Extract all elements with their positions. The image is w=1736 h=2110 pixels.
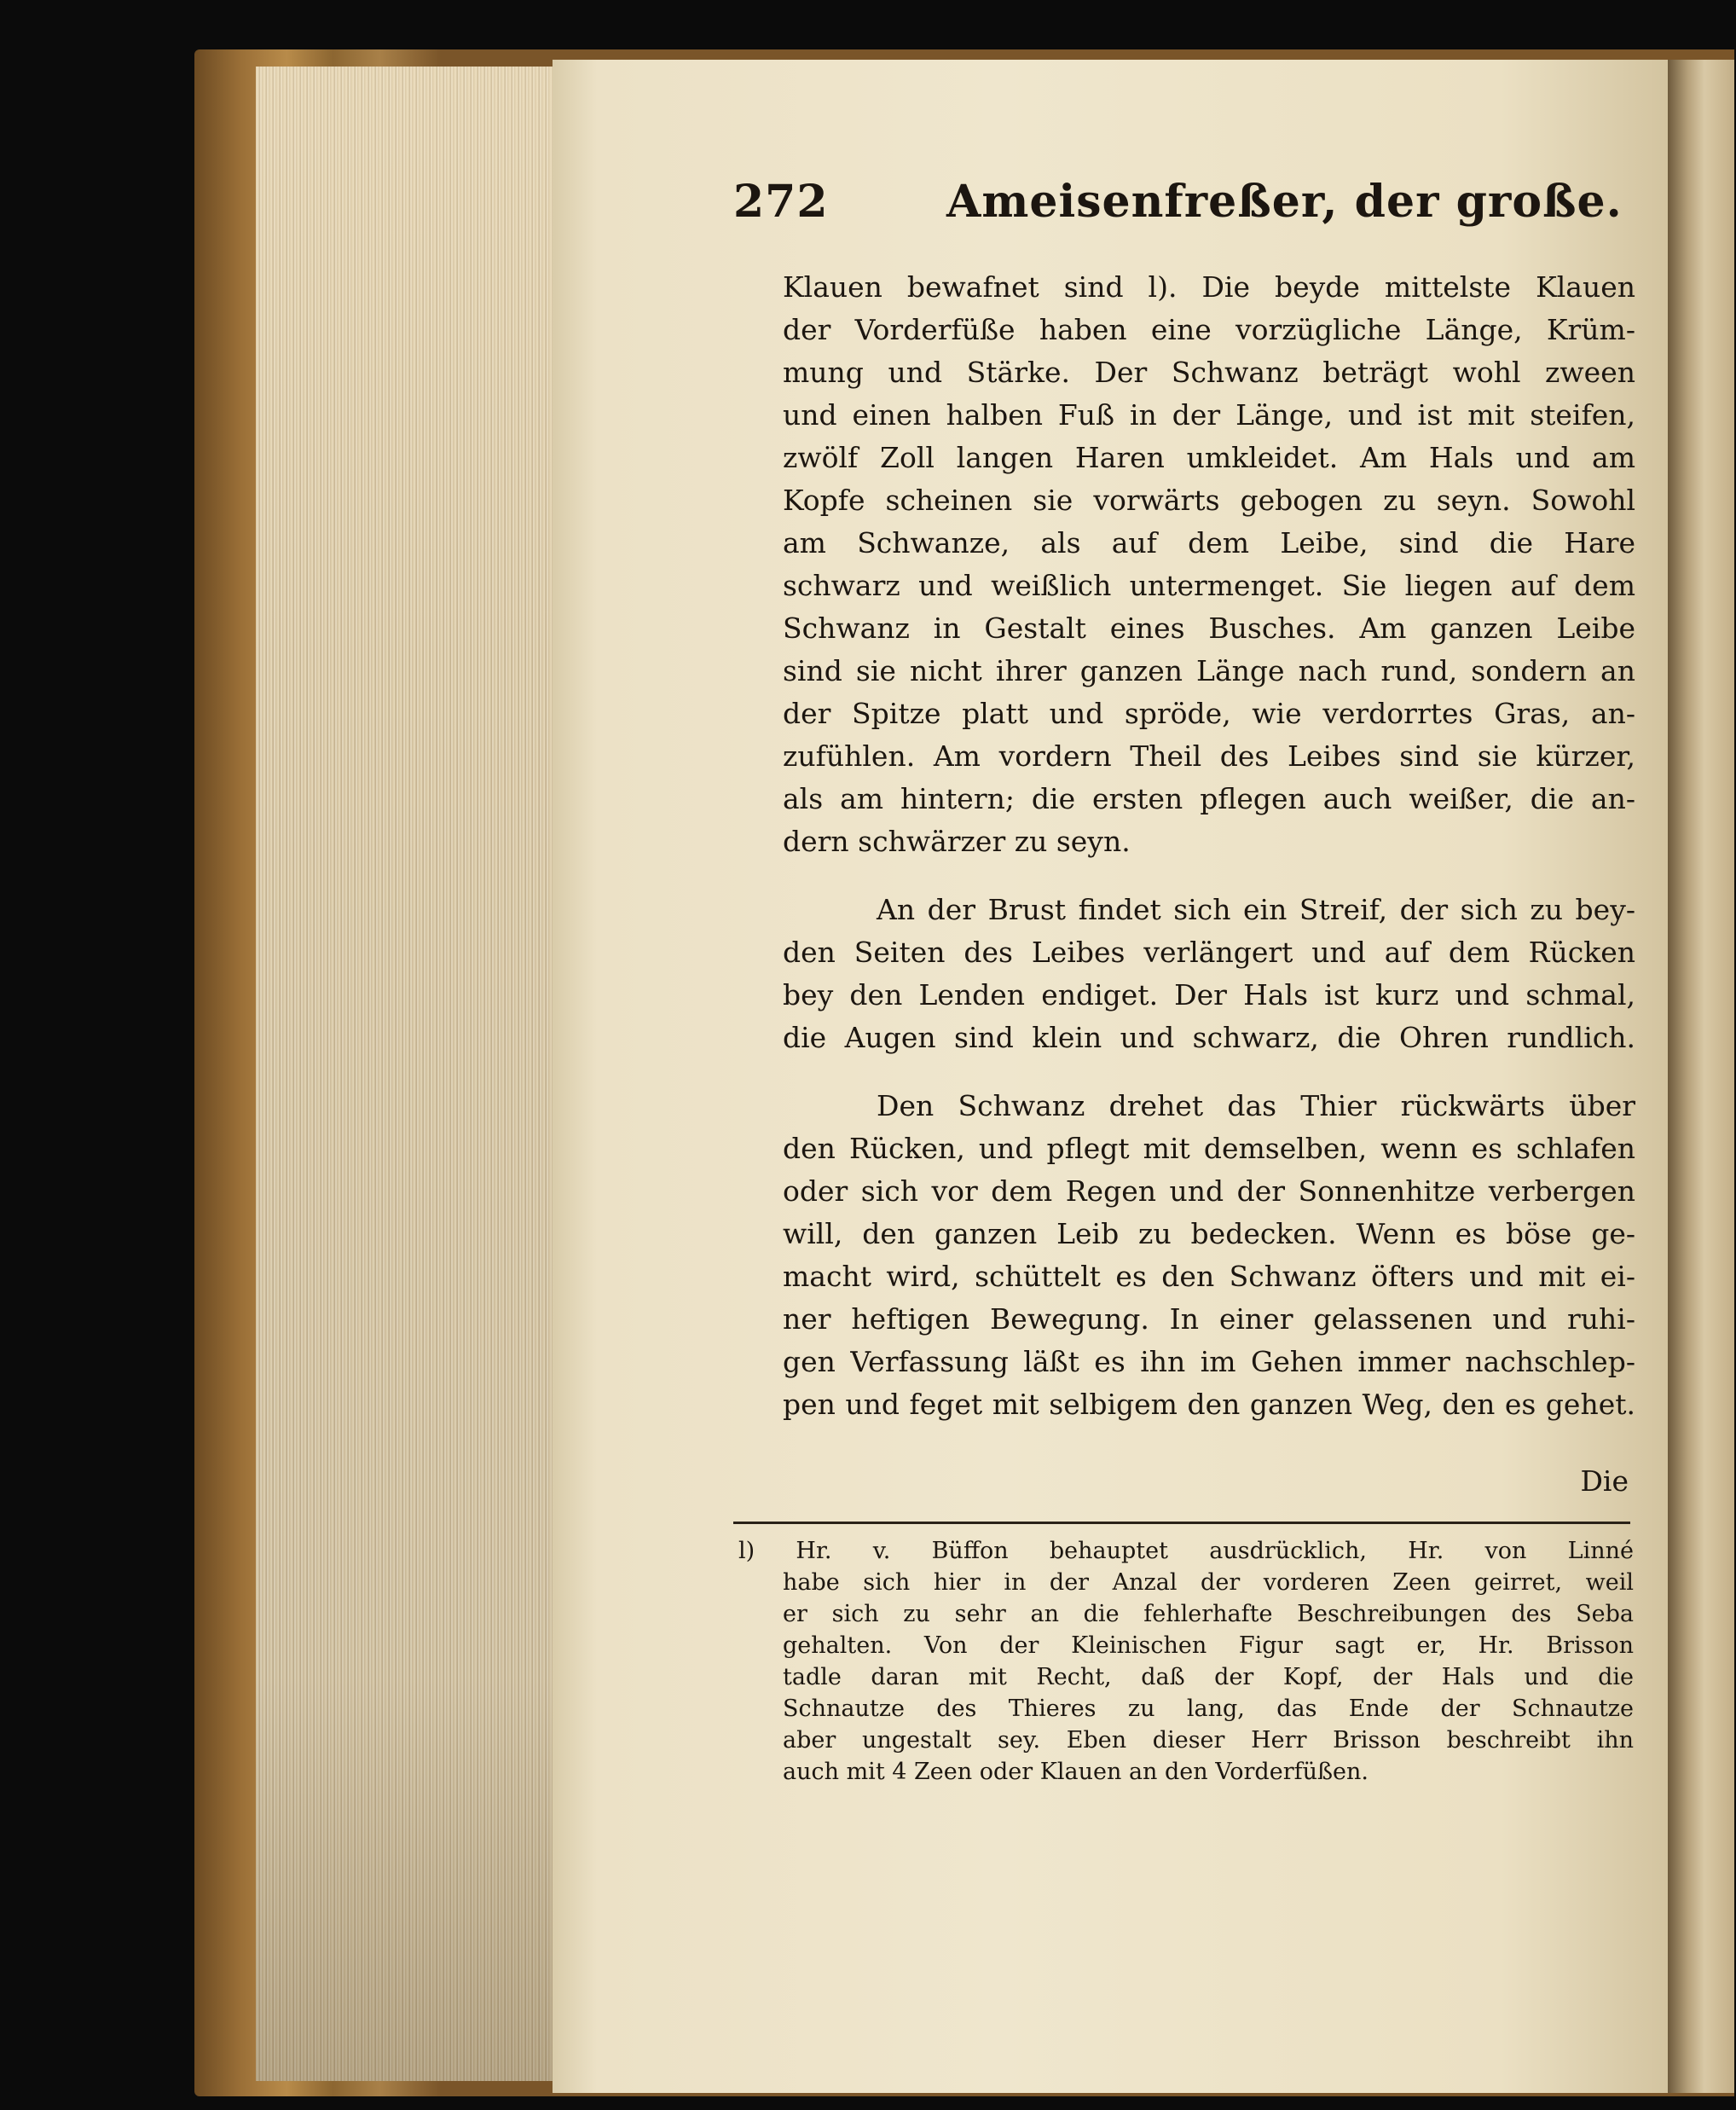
text-line: An der Brust findet sich ein Streif, der sich zu bey- [877,893,1635,926]
footnote-line: tadle daran mit Recht, daß der Kopf, der Hals und die [783,1664,1634,1690]
main-text [783,266,1635,1426]
text-line: gen Verfassung läßt es ihn im Gehen immer nachschlep- [783,1345,1635,1378]
footnote-line: Schnautze des Thieres zu lang, das Ende der Schnautze [783,1696,1634,1722]
footnote-divider [733,1522,1630,1524]
text-line: oder sich vor dem Regen und der Sonnenhitze verbergen [783,1174,1635,1208]
footnote-line: auch mit 4 Zeen oder Klauen an den Vorderfüßen. [783,1759,1369,1785]
footnote-line: l) Hr. v. Büffon behauptet ausdrücklich, Hr. von Linné [738,1538,1634,1564]
footnote-line: er sich zu sehr an die fehlerhafte Beschreibungen des Seba [783,1601,1634,1627]
running-header [733,176,1629,235]
text-line: ner heftigen Bewegung. In einer gelassenen und ruhi- [783,1302,1635,1336]
text-line: den Rücken, und pflegt mit demselben, wenn es schlafen [783,1132,1635,1165]
text-line: zufühlen. Am vordern Theil des Leibes sind sie kürzer, [783,739,1635,773]
footnote-line: aber ungestalt sey. Eben dieser Herr Brisson beschreibt ihn [783,1727,1634,1754]
text-line: der Vorderfüße haben eine vorzügliche Länge, Krüm- [783,313,1635,346]
page-number: 272 [733,176,829,228]
text-line: Schwanz in Gestalt eines Busches. Am ganzen Leibe [783,612,1635,645]
text-line: mung und Stärke. Der Schwanz beträgt wohl zween [783,356,1635,389]
facing-page-edge [1668,60,1734,2093]
text-line: am Schwanze, als auf dem Leibe, sind die Hare [783,526,1635,559]
running-title: Ameisenfreßer, der große. [946,176,1623,228]
text-line: Den Schwanz drehet das Thier rückwärts über [877,1089,1635,1122]
page-edges-shade [256,67,554,2081]
text-line: den Seiten des Leibes verlängert und auf dem Rücken [783,936,1635,969]
text-line: und einen halben Fuß in der Länge, und ist mit steifen, [783,398,1635,432]
text-line: sind sie nicht ihrer ganzen Länge nach rund, sondern an [783,654,1635,687]
text-line: die Augen sind klein und schwarz, die Ohren rundlich. [783,1021,1635,1054]
text-line: zwölf Zoll langen Haren umkleidet. Am Hals und am [783,441,1635,474]
footnote-line: gehalten. Von der Kleinischen Figur sagt er, Hr. Brisson [783,1632,1634,1659]
catchword: Die [1580,1464,1629,1498]
text-line: der Spitze platt und spröde, wie verdorrtes Gras, an- [783,697,1635,730]
text-line: pen und feget mit selbigem den ganzen Weg, den es gehet. [783,1388,1635,1421]
text-line: macht wird, schüttelt es den Schwanz öfters und mit ei- [783,1260,1635,1293]
footnote [738,1535,1634,1788]
text-line: dern schwärzer zu seyn. [783,825,1131,858]
text-line: als am hintern; die ersten pflegen auch weißer, die an- [783,782,1635,815]
footnote-line: habe sich hier in der Anzal der vorderen Zeen geirret, weil [783,1569,1634,1596]
text-line: bey den Lenden endiget. Der Hals ist kurz und schmal, [783,978,1635,1012]
text-line: schwarz und weißlich untermenget. Sie liegen auf dem [783,569,1635,602]
paragraph-gap [783,863,1635,889]
text-line: Klauen bewafnet sind l). Die beyde mittelste Klauen [783,270,1635,304]
text-line: will, den ganzen Leib zu bedecken. Wenn es böse ge- [783,1217,1635,1250]
paragraph-gap [783,1059,1635,1085]
text-line: Kopfe scheinen sie vorwärts gebogen zu seyn. Sowohl [783,484,1635,517]
